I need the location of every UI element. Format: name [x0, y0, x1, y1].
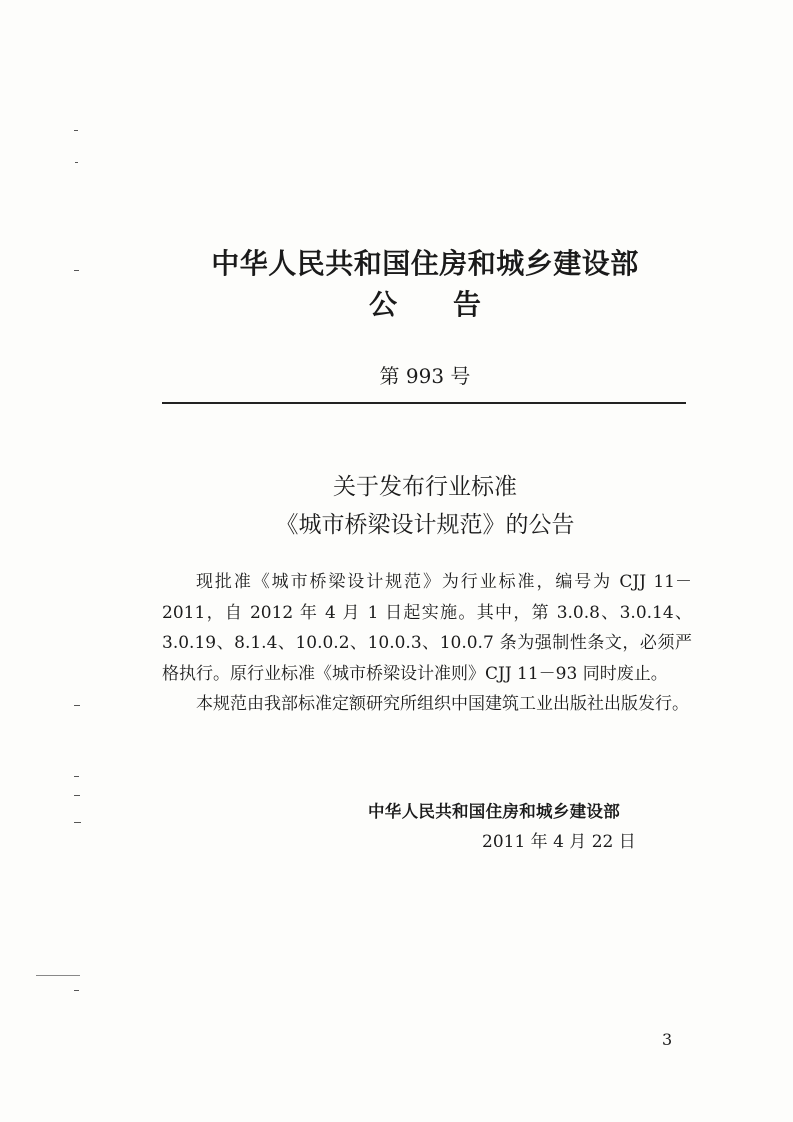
announcement-number: 第 993 号: [379, 364, 471, 388]
notice-title: 公告: [368, 288, 537, 321]
issuer-heading: 中华人民共和国住房和城乡建设部: [211, 247, 639, 280]
signature-organization: 中华人民共和国住房和城乡建设部: [368, 802, 620, 821]
subject-line-2: 《城市桥梁设计规范》的公告: [275, 512, 575, 538]
page-number: 3: [662, 1030, 673, 1049]
body-paragraph: 本规范由我部标准定额研究所组织中国建筑工业出版社出版发行。: [196, 694, 689, 714]
signature-date: 2011 年 4 月 22 日: [482, 832, 636, 852]
divider-rule: [162, 402, 686, 404]
body-paragraph: 现批准《城市桥梁设计规范》为行业标准，编号为 CJJ 11－2011，自 2012 年 4 月 1 日起实施。其中，第 3.0.8、3.0.14、3.0.19、8.1.4、10.0.2、10.0.3、10.0.7 条为强制性条文，必须严格执行。原行业标准《城市桥梁设计准则》CJJ 11－93 同时废止。: [162, 572, 692, 684]
scan-margin-marks: [0, 0, 100, 1122]
announcement-body: [162, 567, 692, 720]
subject-line-1: 关于发布行业标准: [333, 474, 517, 500]
